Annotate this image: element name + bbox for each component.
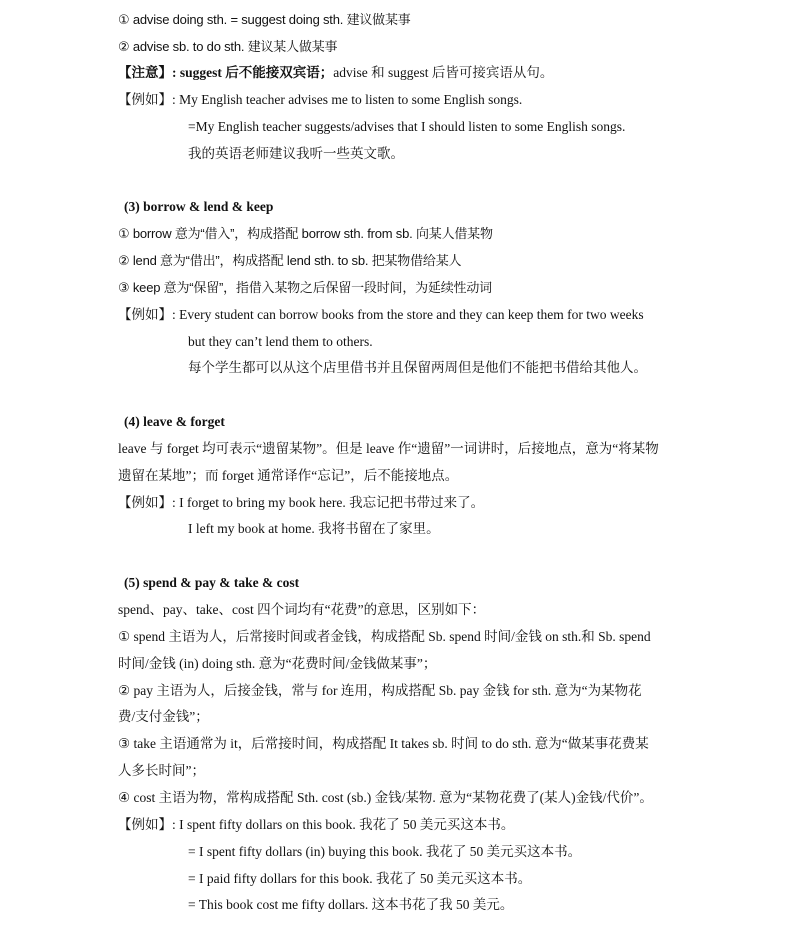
section-heading-spend-pay-take-cost: (5) spend & pay & take & cost — [124, 575, 300, 590]
rule-cost: ④ cost 主语为物，常构成搭配 Sth. cost (sb.) 金钱/某物. 意为“某物花费了(某人)金钱/代价”。 — [118, 790, 653, 805]
example-paid: = I paid fifty dollars for this book. 我花了 50 美元买这本书。 — [188, 871, 532, 886]
section-heading-leave-forget: (4) leave & forget — [124, 414, 225, 429]
example-forget: 【例如】: I forget to bring my book here. 我忘记把书带过来了。 — [118, 495, 485, 510]
example-borrow-translation: 每个学生都可以从这个店里借书并且保留两周但是他们不能把书借给其他人。 — [188, 360, 647, 375]
example-borrow: 【例如】: Every student can borrow books from the store and they can keep them for two weeks — [118, 307, 644, 322]
example-spent: 【例如】: I spent fifty dollars on this book. 我花了 50 美元买这本书。 — [118, 817, 515, 832]
example-borrow-continued: but they can’t lend them to others. — [188, 334, 373, 349]
note-suggest — [118, 64, 553, 82]
example-advise-translation: 我的英语老师建议我听一些英文歌。 — [188, 146, 404, 161]
example-advise: 【例如】: My English teacher advises me to listen to some English songs. — [118, 92, 523, 107]
intro-spend-pay-take-cost: spend、pay、take、cost 四个词均有“花费”的意思，区别如下： — [118, 602, 486, 617]
rule-spend-continued: 时间/金钱 (in) doing sth. 意为“花费时间/金钱做某事”； — [118, 656, 437, 671]
note-suggest-rest: advise 和 suggest 后皆可接宾语从句。 — [333, 65, 554, 80]
rule-leave-forget-continued: 遗留在某地”；而 forget 通常译作“忘记”，后不能接地点。 — [118, 468, 459, 483]
rule-pay: ② pay 主语为人，后接金钱，常与 for 连用，构成搭配 Sb. pay 金钱 for sth. 意为“为某物花 — [118, 683, 642, 698]
rule-take-continued: 人多长时间”； — [118, 763, 205, 778]
note-suggest-bold: 【注意】: suggest 后不能接双宾语； — [118, 65, 334, 80]
rule-advise-sb-to-do: ② advise sb. to do sth. 建议某人做某事 — [118, 39, 338, 54]
rule-leave-forget: leave 与 forget 均可表示“遗留某物”。但是 leave 作“遗留”一词讲时，后接地点，意为“将某物 — [118, 441, 659, 456]
rule-lend: ② lend 意为“借出”，构成搭配 lend sth. to sb. 把某物借给某人 — [118, 253, 462, 268]
rule-borrow: ① borrow 意为“借入”，构成搭配 borrow sth. from sb. 向某人借某物 — [118, 226, 493, 241]
rule-spend: ① spend 主语为人，后常接时间或者金钱，构成搭配 Sb. spend 时间/金钱 on sth.和 Sb. spend — [118, 629, 651, 644]
rule-advise-doing: ① advise doing sth. = suggest doing sth. 建议做某事 — [118, 12, 411, 27]
rule-take: ③ take 主语通常为 it，后常接时间，构成搭配 It takes sb. 时间 to do sth. 意为“做某事花费某 — [118, 736, 649, 751]
rule-pay-continued: 费/支付金钱”； — [118, 709, 209, 724]
example-spent-buying: = I spent fifty dollars (in) buying this book. 我花了 50 美元买这本书。 — [188, 844, 582, 859]
example-leave: I left my book at home. 我将书留在了家里。 — [188, 521, 440, 536]
example-advise-equivalent: =My English teacher suggests/advises that I should listen to some English songs. — [188, 119, 626, 134]
section-heading-borrow-lend-keep: (3) borrow & lend & keep — [124, 199, 274, 214]
rule-keep: ③ keep 意为“保留”，指借入某物之后保留一段时间，为延续性动词 — [118, 280, 492, 295]
example-cost: = This book cost me fifty dollars. 这本书花了我 50 美元。 — [188, 897, 514, 912]
